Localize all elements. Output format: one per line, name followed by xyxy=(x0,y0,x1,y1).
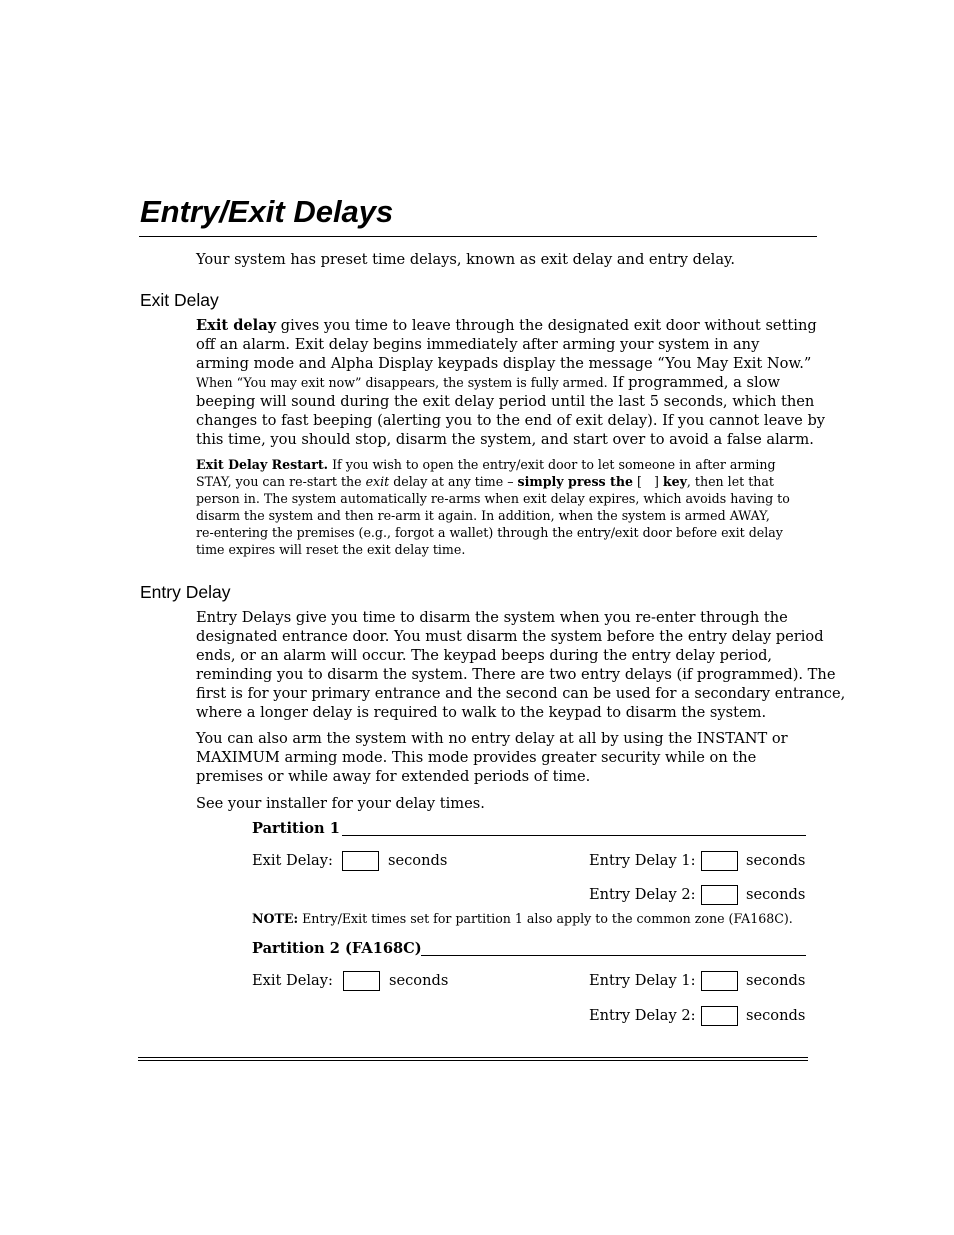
text-span: gives you time to leave through the designated exit door without setting xyxy=(276,317,817,334)
partition1-entry-delay2-field[interactable] xyxy=(701,885,738,905)
note-label: NOTE: xyxy=(252,911,299,926)
text-line xyxy=(196,456,826,473)
footer-rule xyxy=(138,1060,808,1061)
text-line: reminding you to disarm the system. There are two entry delays (if programmed). The xyxy=(196,666,836,683)
exit-delay-paragraph xyxy=(196,316,826,449)
partition2-entry1-label: Entry Delay 1: xyxy=(589,972,696,989)
text-line: You can also arm the system with no entry delay at all by using the INSTANT or xyxy=(196,730,788,747)
bold-term: Exit delay xyxy=(196,317,277,334)
seconds-label: seconds xyxy=(746,886,806,903)
text-line: off an alarm. Exit delay begins immediately after arming your system in any xyxy=(196,336,760,353)
partition1-entry1-label: Entry Delay 1: xyxy=(589,852,696,869)
text-line: beeping will sound during the exit delay period until the last 5 seconds, which then xyxy=(196,393,815,410)
partition2-label xyxy=(252,940,422,957)
partition1-exit-label: Exit Delay: xyxy=(252,852,333,869)
bold-term: Exit Delay Restart. xyxy=(196,457,329,472)
note-text xyxy=(252,911,793,926)
text-span: STAY, you can re-start the xyxy=(196,474,366,489)
partition2-rule xyxy=(421,955,806,956)
partition1-title: Partition 1 xyxy=(252,820,340,837)
text-line: premises or while away for extended periods of time. xyxy=(196,768,591,785)
seconds-label: seconds xyxy=(388,852,448,869)
text-span: When “You may exit now” disappears, the system is fully armed. xyxy=(196,375,608,390)
text-span: , then let that xyxy=(686,474,774,489)
text-line: Entry Delays give you time to disarm the system when you re-enter through the xyxy=(196,609,788,626)
entry-delay-paragraph xyxy=(196,608,846,722)
key-bracket: [ ] xyxy=(633,474,663,489)
italic-term: exit xyxy=(365,474,390,489)
text-line: time expires will reset the exit delay time. xyxy=(196,542,466,557)
bold-term: simply press the xyxy=(517,474,634,489)
title-rule xyxy=(139,236,817,237)
text-line: re-entering the premises (e.g., forgot a wallet) through the entry/exit door before exit delay xyxy=(196,525,783,540)
text-line xyxy=(196,473,826,490)
text-line: arming mode and Alpha Display keypads display the message “You May Exit Now.” xyxy=(196,355,812,372)
partition1-label xyxy=(252,820,340,837)
partition1-entry2-label: Entry Delay 2: xyxy=(589,886,696,903)
partition1-rule xyxy=(342,835,806,836)
text-span: Entry/Exit times set for partition 1 also apply to the common zone (FA168C). xyxy=(298,911,793,926)
text-line: disarm the system and then re-arm it again. In addition, when the system is armed AWAY, xyxy=(196,508,770,523)
text-line: first is for your primary entrance and the second can be used for a secondary entrance, xyxy=(196,685,846,702)
seconds-label: seconds xyxy=(746,972,806,989)
partition2-exit-label: Exit Delay: xyxy=(252,972,333,989)
text-span: If programmed, a slow xyxy=(607,374,780,391)
seconds-label: seconds xyxy=(389,972,449,989)
text-line: changes to fast beeping (alerting you to the end of exit delay). If you cannot leave by xyxy=(196,412,826,429)
text-span: delay at any time – xyxy=(389,474,518,489)
text-span: If you wish to open the entry/exit door to let someone in after arming xyxy=(328,457,776,472)
seconds-label: seconds xyxy=(746,852,806,869)
intro-text: Your system has preset time delays, known as exit delay and entry delay. xyxy=(196,251,735,268)
partition2-entry-delay1-field[interactable] xyxy=(701,971,738,991)
exit-delay-heading: Exit Delay xyxy=(140,290,219,310)
text-line: where a longer delay is required to walk to the keypad to disarm the system. xyxy=(196,704,767,721)
text-line xyxy=(196,373,826,392)
page-title: Entry/Exit Delays xyxy=(140,194,394,229)
text-line: ends, or an alarm will occur. The keypad beeps during the entry delay period, xyxy=(196,647,773,664)
entry-delay-heading: Entry Delay xyxy=(140,582,231,602)
text-line: this time, you should stop, disarm the system, and start over to avoid a false alarm. xyxy=(196,431,814,448)
text-line xyxy=(196,316,826,335)
partition1-entry-delay1-field[interactable] xyxy=(701,851,738,871)
text-line: designated entrance door. You must disarm the system before the entry delay period xyxy=(196,628,824,645)
footer-rule xyxy=(138,1057,808,1058)
bold-term: key xyxy=(662,474,687,489)
exit-delay-restart-paragraph xyxy=(196,456,826,558)
partition2-exit-delay-field[interactable] xyxy=(343,971,380,991)
partition2-title: Partition 2 (FA168C) xyxy=(252,940,422,957)
partition2-entry2-label: Entry Delay 2: xyxy=(589,1007,696,1024)
text-line: MAXIMUM arming mode. This mode provides greater security while on the xyxy=(196,749,757,766)
seconds-label: seconds xyxy=(746,1007,806,1024)
partition1-exit-delay-field[interactable] xyxy=(342,851,379,871)
text-line: person in. The system automatically re-arms when exit delay expires, which avoids having to xyxy=(196,491,790,506)
installer-note: See your installer for your delay times. xyxy=(196,795,485,812)
partition2-entry-delay2-field[interactable] xyxy=(701,1006,738,1026)
instant-mode-paragraph xyxy=(196,729,826,786)
